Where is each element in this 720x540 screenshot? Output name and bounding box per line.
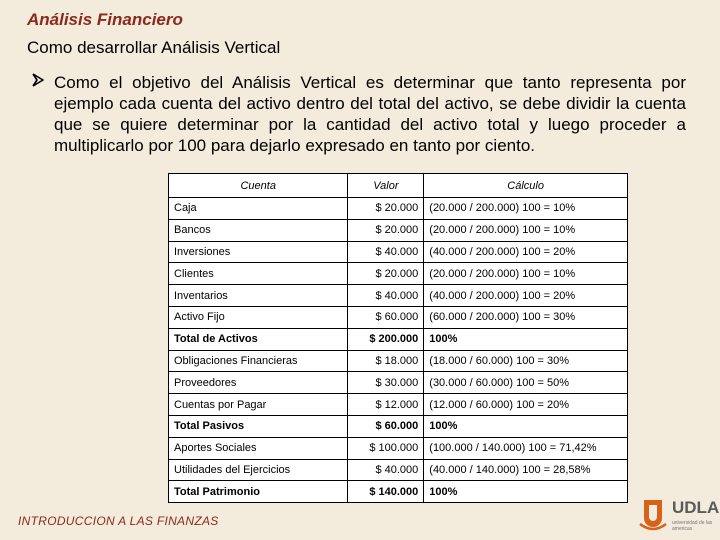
- cell-valor: $ 100.000: [348, 437, 424, 459]
- cell-cuenta: Utilidades del Ejercicios: [169, 459, 348, 481]
- cell-valor: $ 60.000: [348, 415, 424, 437]
- cell-cuenta: Activo Fijo: [169, 306, 348, 328]
- cell-cuenta: Aportes Sociales: [169, 437, 348, 459]
- logo-name: UDLA: [672, 498, 720, 517]
- bullet-paragraph: [30, 72, 686, 156]
- table-header-row: [169, 174, 628, 198]
- cell-cuenta: Inventarios: [169, 285, 348, 307]
- cell-calculo: 100%: [424, 328, 628, 350]
- cell-cuenta: Obligaciones Financieras: [169, 350, 348, 372]
- cell-calculo: (100.000 / 140.000) 100 = 71,42%: [424, 437, 628, 459]
- arrow-bullet-icon: [30, 72, 46, 93]
- logo-tagline: universidad de las americas: [672, 520, 713, 532]
- table-row: [169, 285, 628, 307]
- cell-cuenta: Inversiones: [169, 241, 348, 263]
- cell-cuenta: Bancos: [169, 219, 348, 241]
- cell-calculo: (20.000 / 200.000) 100 = 10%: [424, 198, 628, 220]
- cell-valor: $ 200.000: [348, 328, 424, 350]
- table-row: [169, 241, 628, 263]
- table-total-row: [169, 481, 628, 503]
- cell-valor: $ 40.000: [348, 459, 424, 481]
- cell-cuenta: Total Pasivos: [169, 415, 348, 437]
- cell-valor: $ 40.000: [348, 285, 424, 307]
- cell-cuenta: Caja: [169, 198, 348, 220]
- page-subtitle: Como desarrollar Análisis Vertical: [27, 38, 281, 57]
- cell-cuenta: Total Patrimonio: [169, 481, 348, 503]
- table-row: [169, 263, 628, 285]
- cell-valor: $ 140.000: [348, 481, 424, 503]
- cell-calculo: 100%: [424, 481, 628, 503]
- cell-valor: $ 60.000: [348, 306, 424, 328]
- cell-calculo: 100%: [424, 415, 628, 437]
- table-total-row: [169, 328, 628, 350]
- vertical-analysis-table: [168, 173, 628, 503]
- table-total-row: [169, 415, 628, 437]
- cell-calculo: (40.000 / 200.000) 100 = 20%: [424, 241, 628, 263]
- cell-valor: $ 12.000: [348, 394, 424, 416]
- cell-valor: $ 20.000: [348, 219, 424, 241]
- cell-calculo: (20.000 / 200.000) 100 = 10%: [424, 219, 628, 241]
- table-row: [169, 219, 628, 241]
- cell-calculo: (40.000 / 200.000) 100 = 20%: [424, 285, 628, 307]
- cell-calculo: (12.000 / 60.000) 100 = 20%: [424, 394, 628, 416]
- column-header-calculo: Cálculo: [424, 174, 628, 198]
- cell-calculo: (18.000 / 60.000) 100 = 30%: [424, 350, 628, 372]
- table-row: [169, 437, 628, 459]
- column-header-cuenta: Cuenta: [169, 174, 348, 198]
- cell-cuenta: Cuentas por Pagar: [169, 394, 348, 416]
- cell-cuenta: Total de Activos: [169, 328, 348, 350]
- cell-calculo: (60.000 / 200.000) 100 = 30%: [424, 306, 628, 328]
- cell-cuenta: Proveedores: [169, 372, 348, 394]
- table-row: [169, 372, 628, 394]
- cell-calculo: (30.000 / 60.000) 100 = 50%: [424, 372, 628, 394]
- udla-logo: [636, 496, 720, 534]
- cell-calculo: (40.000 / 140.000) 100 = 28,58%: [424, 459, 628, 481]
- cell-valor: $ 20.000: [348, 263, 424, 285]
- cell-valor: $ 18.000: [348, 350, 424, 372]
- cell-valor: $ 40.000: [348, 241, 424, 263]
- table-row: [169, 394, 628, 416]
- cell-calculo: (20.000 / 200.000) 100 = 10%: [424, 263, 628, 285]
- table-row: [169, 198, 628, 220]
- table-row: [169, 459, 628, 481]
- column-header-valor: Valor: [348, 174, 424, 198]
- bullet-text: Como el objetivo del Análisis Vertical es determinar que tanto representa por ejemplo cada cuenta del activo dentro del total del activo, se debe dividir la cuenta que se quiere determinar por la cantidad del activo total y luego proceder a multiplicarlo por 100 para dejarlo expresado en tanto por ciento.: [54, 73, 686, 155]
- cell-cuenta: Clientes: [169, 263, 348, 285]
- page-title: Análisis Financiero: [27, 10, 183, 29]
- table-row: [169, 306, 628, 328]
- footer-course-title: INTRODUCCION A LAS FINANZAS: [18, 514, 219, 528]
- cell-valor: $ 20.000: [348, 198, 424, 220]
- table-row: [169, 350, 628, 372]
- cell-valor: $ 30.000: [348, 372, 424, 394]
